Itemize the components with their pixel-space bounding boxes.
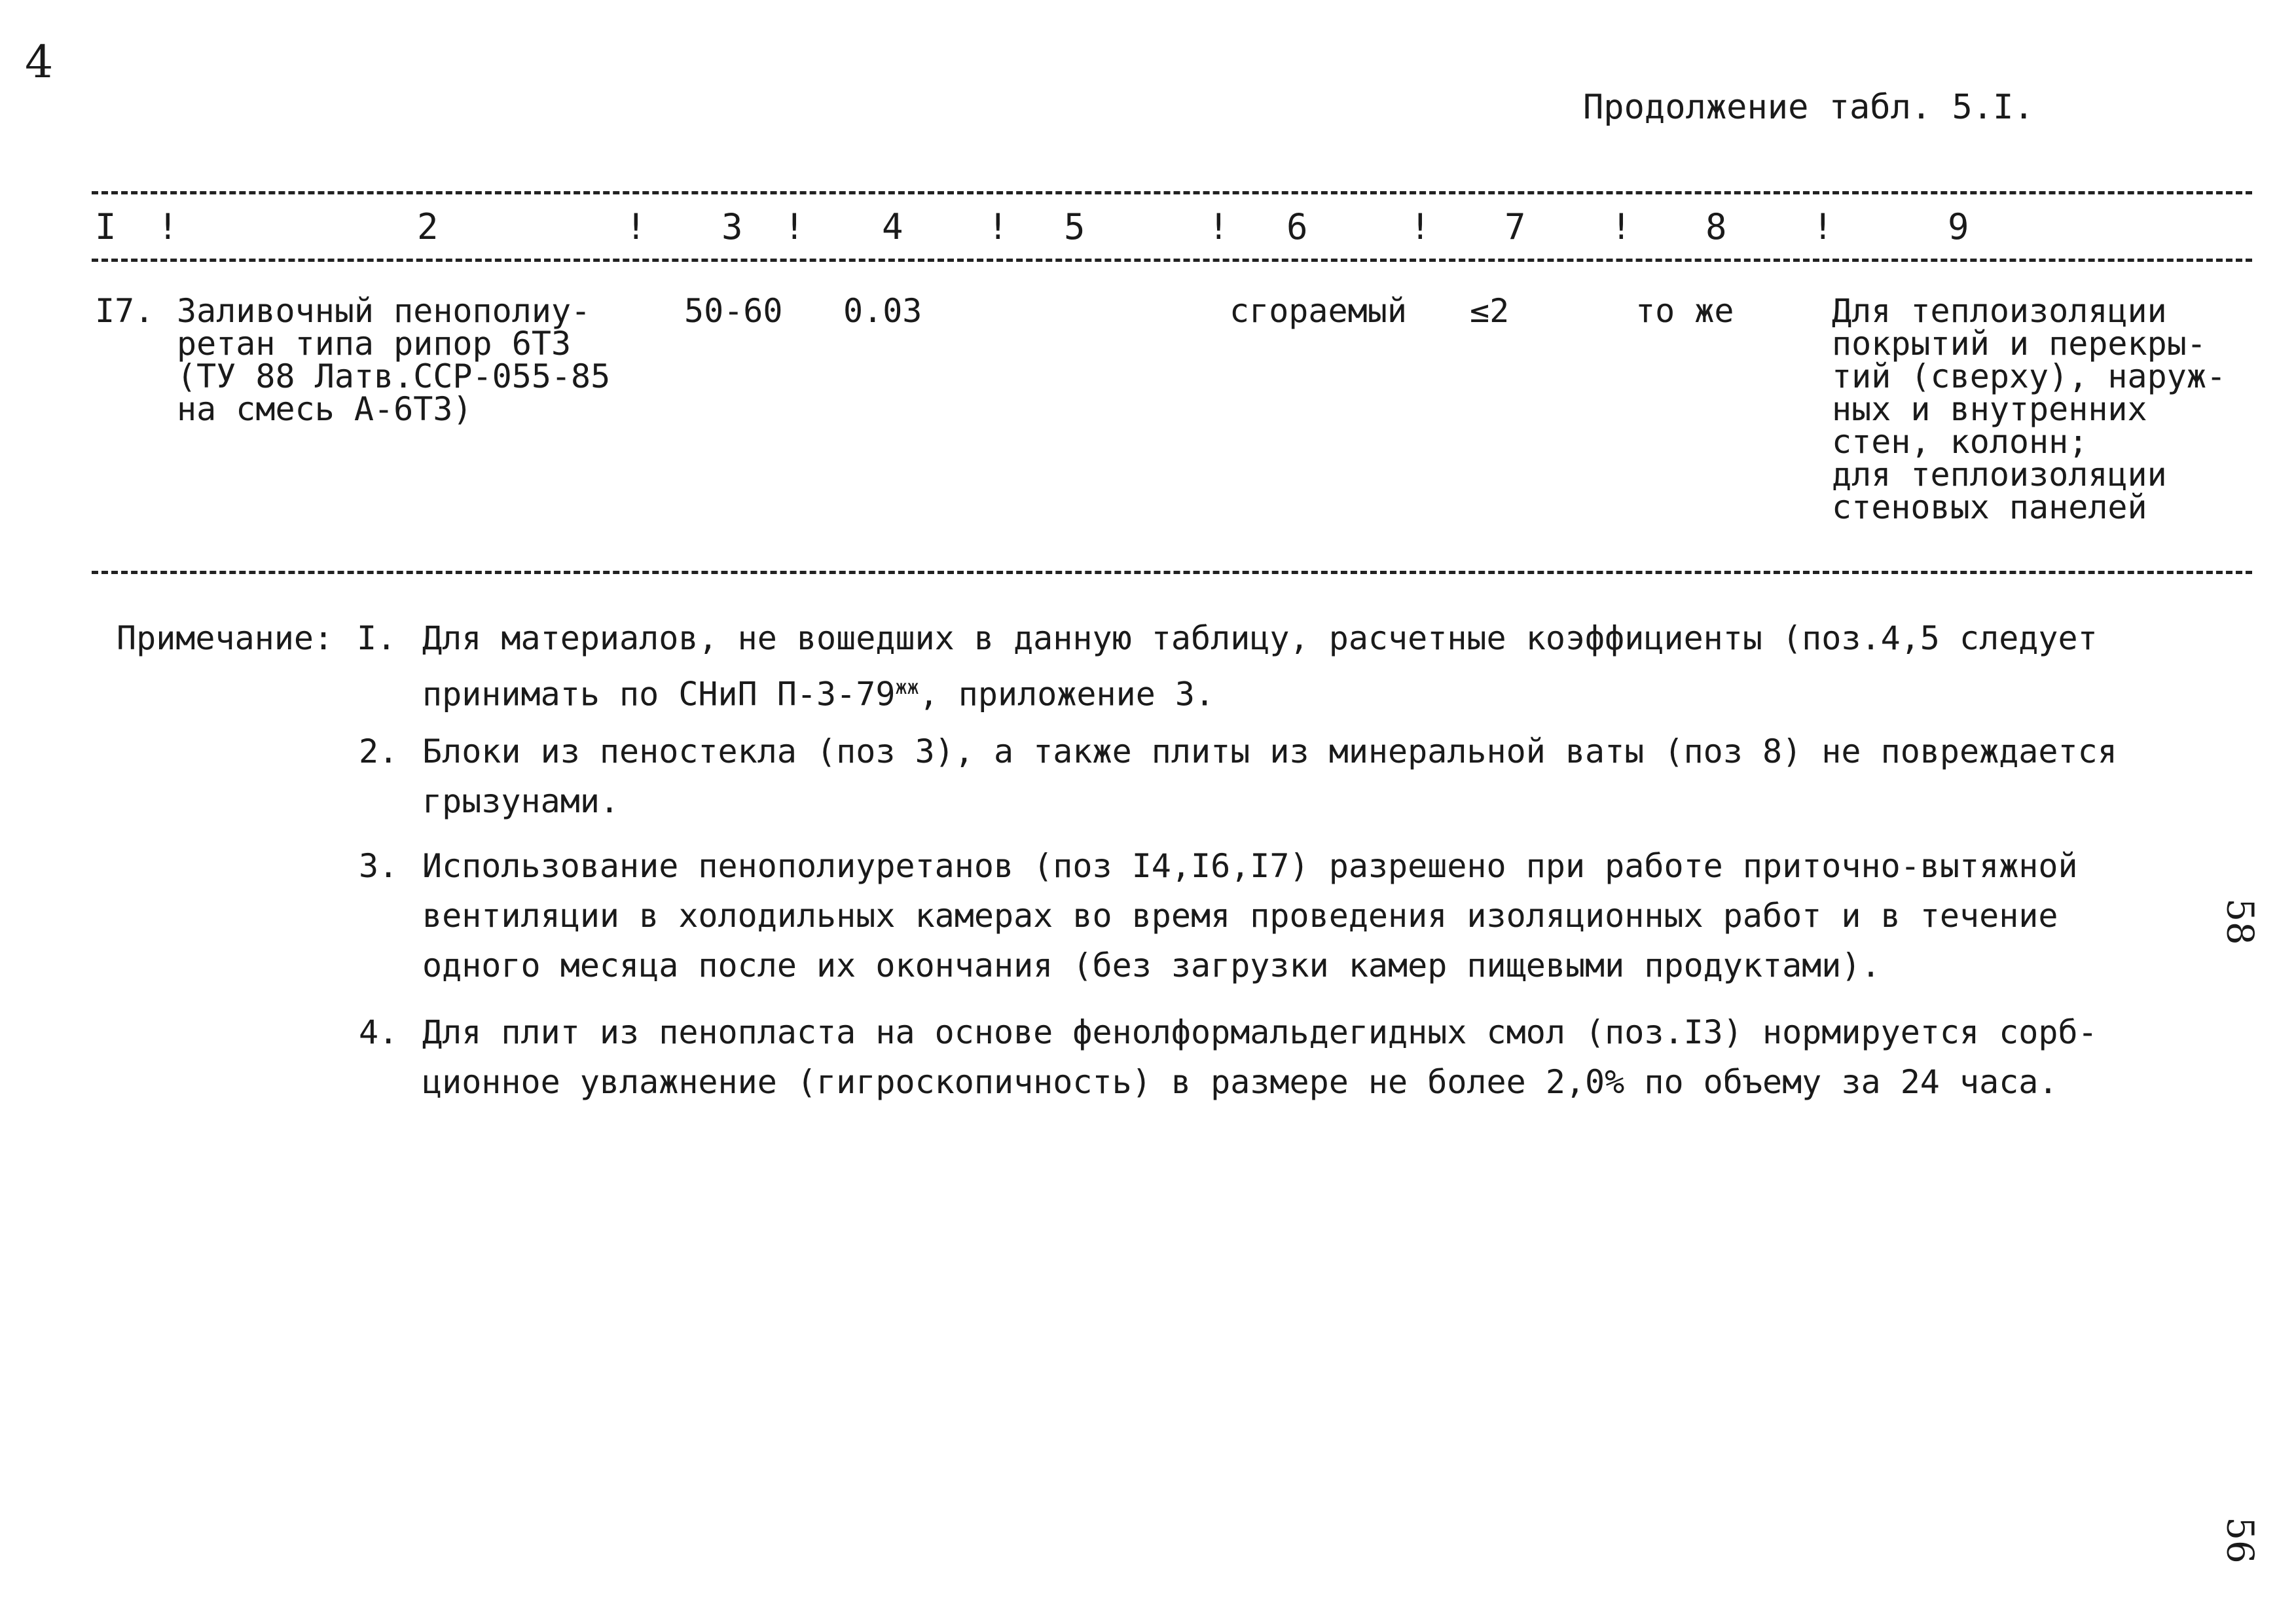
header-col-1: I [95, 206, 117, 247]
note-item: Для плит из пенопласта на основе фенолформальдегидных смол (поз.I3) нормируется сорб- ционное увлажнение (гигроскопичность) в размере не более 2,0% по объему за 24 часа. [422, 1013, 2098, 1101]
header-col-2: 2 [417, 206, 439, 247]
header-separator: ! [1611, 206, 1632, 247]
note-number: 4. [359, 1013, 399, 1051]
table-header-rule [92, 259, 2252, 262]
header-separator: ! [784, 206, 805, 247]
header-col-7: 7 [1504, 206, 1526, 247]
row-flammability: сгораемый [1230, 292, 1407, 330]
footnote-mark: жж [895, 676, 919, 699]
header-col-4: 4 [882, 206, 903, 247]
row-application: Для теплоизоляции покрытий и перекры- тий (сверху), наруж- ных и внутренних стен, колонн; для теплоизоляции стеновых панелей [1832, 292, 2227, 526]
row-density: 50-60 [684, 292, 783, 330]
header-col-3: 3 [721, 206, 743, 247]
header-col-8: 8 [1705, 206, 1727, 247]
header-col-6: 6 [1286, 206, 1308, 247]
corner-mark: 4 [25, 37, 54, 88]
note-number: 2. [359, 732, 399, 770]
row-material-name: Заливочный пенополиу- ретан типа рипор 6ТЗ (ТУ 88 Латв.ССР-055-85 на смесь А-6ТЗ) [177, 292, 611, 428]
header-separator: ! [1410, 206, 1431, 247]
header-separator: ! [625, 206, 647, 247]
row-conductivity: 0.03 [843, 292, 922, 330]
header-separator: ! [1812, 206, 1834, 247]
note-item: Использование пенополиуретанов (поз I4,I6,I7) разрешено при работе приточно-вытяжной вентиляции в холодильных камерах во время проведения изоляционных работ и в течение одного месяца после их окончания (без загрузки камер пищевыми продуктами). [422, 847, 2078, 984]
page-number-bottom: 56 [2218, 1517, 2261, 1564]
table-continuation-label: Продолжение табл. 5.I. [1583, 88, 2034, 127]
note-item: Для материалов, не вошедших в данную таблицу, расчетные коэффициенты (поз.4,5 следует принимать по СНиП $П-3-79^{жж}$, приложение 3. [422, 619, 2098, 713]
header-col-9: 9 [1948, 206, 1969, 247]
row-number: I7. [95, 292, 155, 330]
notes-label: Примечание: [117, 619, 334, 657]
note-number: I. [357, 619, 397, 657]
table-bottom-rule [92, 571, 2252, 574]
header-col-5: 5 [1064, 206, 1085, 247]
note-number: 3. [359, 847, 399, 885]
page-number-middle: 58 [2218, 898, 2261, 945]
header-separator: ! [987, 206, 1009, 247]
header-separator: ! [1208, 206, 1230, 247]
header-separator: ! [157, 206, 179, 247]
note-item: Блоки из пеностекла (поз 3), а также плиты из минеральной ваты (поз 8) не повреждается грызунами. [422, 732, 2117, 820]
row-col7-value: ≤2 [1470, 292, 1510, 330]
table-top-rule [92, 191, 2252, 194]
row-col8-value: то же [1635, 292, 1734, 330]
